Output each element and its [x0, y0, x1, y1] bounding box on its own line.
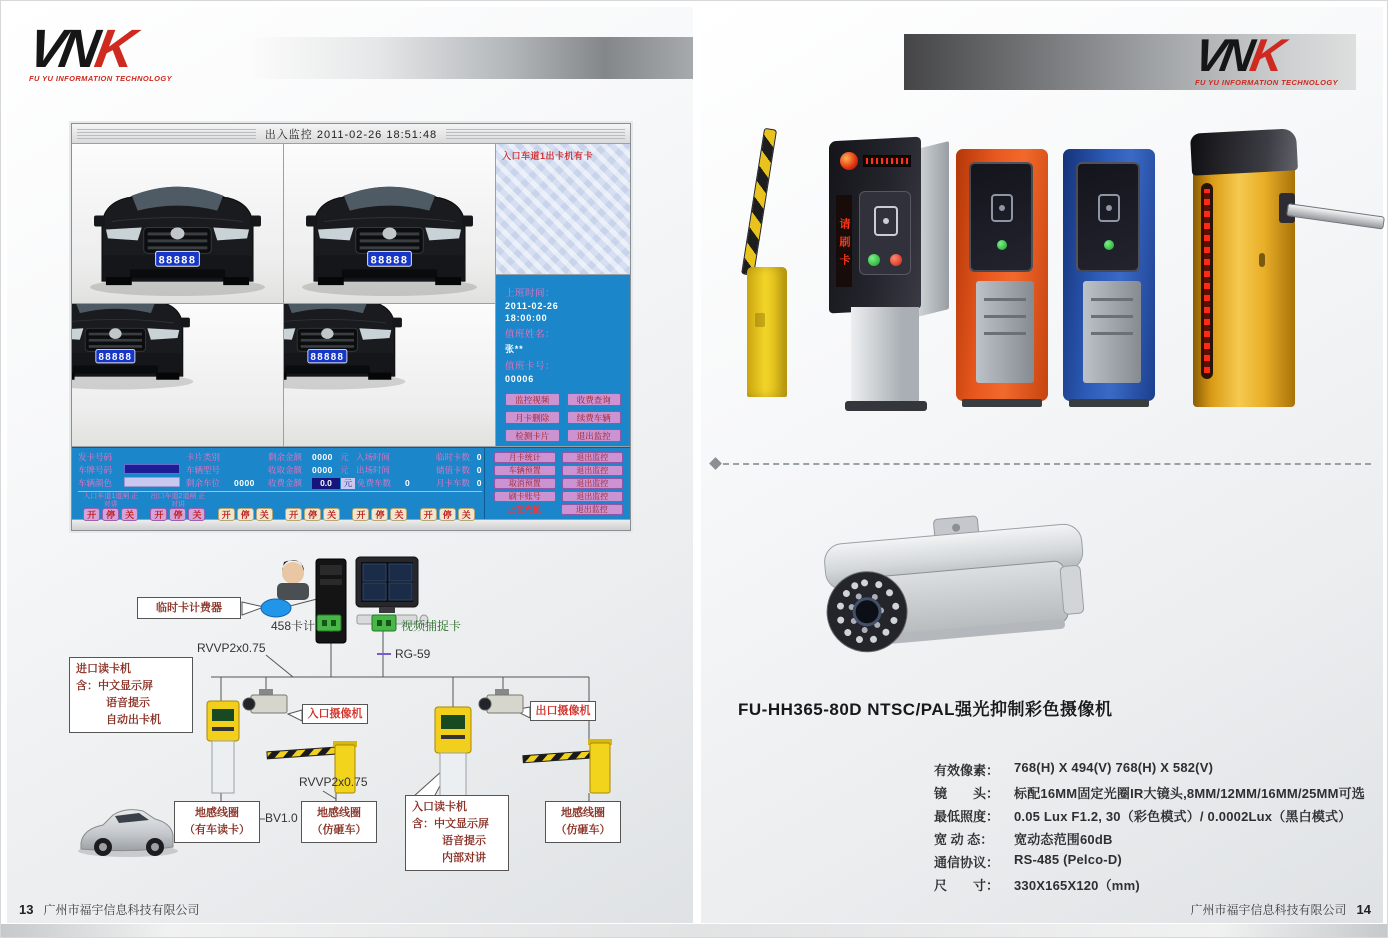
barrier-gate-head — [1190, 128, 1298, 175]
exit-camera-illustration — [479, 689, 523, 713]
lane-exit-label: 出口车道2道闸 正 对讲 — [150, 493, 206, 508]
company-name: 广州市福宇信息科技有限公司 — [43, 903, 200, 917]
barrier-led-strip — [1201, 183, 1213, 379]
bottom-gradient-band — [1, 924, 1387, 937]
gate-close-button[interactable]: 关 — [458, 508, 475, 521]
kiosk-base — [962, 399, 1042, 407]
temp-card-count-label: 临时卡数 — [435, 452, 470, 462]
gate-close-button[interactable]: 关 — [390, 508, 407, 521]
titlebar-ridge-right — [446, 128, 625, 139]
lane-status-panel — [496, 144, 630, 275]
exit-reader-machine-illustration — [435, 707, 471, 805]
duty-time-value: 18:00:00 — [505, 313, 548, 323]
yuan-unit: 元 — [340, 452, 349, 462]
contactless-card-icon — [874, 206, 898, 236]
dispenser-led-marquee — [863, 155, 911, 167]
fee-label: 收费金额 — [268, 478, 303, 488]
brand-mark — [1190, 29, 1342, 81]
app-title: 出入监控 2011-02-26 18:51:48 — [264, 128, 438, 141]
gate-open-button[interactable]: 开 — [150, 508, 167, 521]
page-number: 14 — [1356, 902, 1371, 917]
renew-vehicle-button[interactable]: 续费车辆 — [567, 411, 622, 424]
barrier-post-yellow — [747, 267, 787, 397]
footer-right — [1191, 901, 1371, 918]
dispenser-indicator-light — [840, 152, 858, 170]
brand-mark-red: K — [90, 19, 136, 79]
exit-time-label: 出场时间 — [356, 465, 391, 475]
page-14 — [701, 7, 1383, 923]
spec-row: 镜 头： 标配16MM固定光圈IR大镜头,8MM/12MM/16MM/25MM可选 — [934, 786, 1366, 801]
green-button — [997, 240, 1007, 250]
system-diagram — [61, 551, 647, 901]
page-number: 13 — [19, 902, 34, 917]
dispenser-pedestal — [851, 307, 919, 403]
control-area — [72, 447, 630, 519]
camera-illustration — [801, 512, 1111, 702]
plate-number-input[interactable] — [124, 464, 180, 474]
spec-row: 宽 动 态： 宽动态范围60dB — [934, 832, 1113, 847]
gate-close-button[interactable]: 关 — [121, 508, 138, 521]
panel-button-grid — [505, 393, 621, 442]
duty-name-label: 值班姓名： — [505, 329, 556, 340]
fee-query-button[interactable]: 收费查询 — [567, 393, 622, 406]
check-card-button[interactable]: 检测卡片 — [505, 429, 560, 442]
temp-card-meter-callout: 临时卡计费器 — [137, 597, 241, 619]
month-card-stats-button[interactable]: 月卡统计 — [494, 452, 556, 463]
operator-person-illustration — [277, 560, 309, 600]
header-gradient-bar-right — [904, 29, 1356, 90]
green-button — [1104, 240, 1114, 250]
app-sidebar — [496, 144, 630, 447]
lane-group-5 — [347, 493, 412, 521]
camera-product-figure — [801, 512, 1111, 702]
spec-row: 最低照度： 0.05 Lux F1.2, 30（彩色模式）/ 0.0002Lux（黑白模式） — [934, 809, 1352, 824]
dispenser-side-panel — [917, 141, 949, 317]
brand-mark-black: VN — [1190, 29, 1254, 81]
app-main — [72, 144, 630, 447]
dispenser-card-reader-panel — [859, 191, 911, 275]
gate-stop-button[interactable]: 停 — [102, 508, 119, 521]
exit-monitor-button[interactable]: 退出监控 — [562, 491, 624, 502]
ground-loop-anti-box-2: 地感线圈 （仿砸车） — [545, 801, 621, 843]
exit-monitor-button[interactable]: 退出监控 — [562, 478, 624, 489]
entry-ticket-machine-illustration — [207, 701, 239, 793]
gate-open-button[interactable]: 开 — [83, 508, 100, 521]
spec-row: 尺 寸： 330X165X120（mm) — [934, 878, 1140, 893]
suv-front-illustration-zoom — [284, 304, 495, 446]
monitoring-app-window — [71, 123, 631, 531]
bv-cable-label: BV1.0 — [265, 811, 298, 825]
free-space-value: 0000 — [234, 478, 255, 488]
exit-barrier-illustration — [523, 739, 612, 793]
balance-label: 剩余金额 — [268, 452, 303, 462]
duty-info-panel — [496, 275, 630, 446]
duty-date-value: 2011-02-26 — [505, 301, 559, 311]
exit-camera-callout: 出口摄像机 — [530, 701, 596, 721]
fee-unit-display: 元 — [341, 478, 355, 489]
header-gradient-bar-left — [254, 37, 693, 79]
balance-value: 0000 — [312, 452, 333, 462]
temp-card-count-value: 0 — [476, 452, 482, 462]
vehicle-model-label: 车辆型号 — [186, 465, 221, 475]
page-13 — [7, 7, 693, 923]
gate-open-button[interactable]: 开 — [218, 508, 235, 521]
plate-number-label: 车牌号码 — [78, 465, 113, 475]
side-action-column — [484, 448, 630, 519]
kiosk-base — [1069, 399, 1149, 407]
free-vehicle-count-value: 0 — [405, 478, 411, 488]
gate-stop-button[interactable]: 停 — [237, 508, 254, 521]
brand-logo — [1190, 29, 1338, 87]
video-cell-entry-wide — [72, 144, 284, 304]
card-type-label: 卡片类别 — [186, 452, 221, 462]
kiosk-reader-panel — [969, 162, 1033, 272]
spec-row: 有效像素： 768(H) X 494(V) 768(H) X 582(V) — [934, 760, 1214, 778]
gate-stop-button[interactable]: 停 — [439, 508, 456, 521]
vehicle-color-label: 车辆颜色 — [78, 478, 113, 488]
video-cell-entry-zoom — [72, 304, 284, 447]
gate-open-button[interactable]: 开 — [285, 508, 302, 521]
footer-left — [19, 901, 199, 918]
monitor-video-button[interactable]: 监控视频 — [505, 393, 560, 406]
stored-card-count-label: 储值卡数 — [435, 465, 470, 475]
gate-open-button[interactable]: 开 — [352, 508, 369, 521]
dispenser-base — [845, 401, 927, 411]
gate-stop-button[interactable]: 停 — [304, 508, 321, 521]
dispenser-led-side-text: 请刷卡 — [836, 195, 852, 287]
ground-loop-anti-box-1: 地感线圈 （仿砸车） — [301, 801, 377, 843]
card-number-label: 发卡号码 — [78, 452, 113, 462]
entry-reader-note-callout: 进口读卡机 含：中文显示屏 语音提示 自动出卡机 — [69, 657, 193, 733]
green-button — [868, 254, 880, 266]
rvvp-cable-label: RVVP2x0.75 — [197, 641, 266, 655]
gold-barrier-gate-product — [1193, 143, 1295, 407]
month-card-count-label: 月卡车数 — [435, 478, 470, 488]
suv-front-illustration-zoom — [72, 304, 283, 446]
free-space-label: 剩余车位 — [186, 478, 221, 488]
camera-product-title: FU-HH365-80D NTSC/PAL强光抑制彩色摄像机 — [738, 700, 1113, 719]
charge-label: 收取金额 — [268, 465, 303, 475]
blue-reader-kiosk-product — [1063, 149, 1155, 401]
vehicle-color-input[interactable] — [124, 477, 180, 487]
entry-reader-note-callout-2: 入口读卡机 含：中文显示屏 语音提示 内部对讲 — [405, 795, 509, 871]
rvvp-cable-label-bottom: RVVP2x0.75 — [299, 775, 368, 789]
ground-loop-read-box: 地感线圈 （有车读卡） — [174, 801, 260, 843]
suv-front-illustration — [72, 144, 283, 303]
gate-close-button[interactable]: 关 — [256, 508, 273, 521]
duty-card-label: 值班卡号： — [505, 361, 556, 372]
rg59-cable-label: RG-59 — [395, 647, 431, 661]
lane-gate-controls — [78, 493, 482, 521]
car-illustration — [78, 810, 178, 857]
lane-status-message: 入口车道1出卡机有卡 — [502, 151, 594, 161]
entry-time-label: 入场时间 — [356, 452, 391, 462]
duty-name-value: 张** — [505, 344, 524, 354]
gate-open-button[interactable]: 开 — [420, 508, 437, 521]
barrier-door-lock — [1259, 253, 1265, 267]
entry-camera-illustration — [243, 689, 287, 713]
suv-front-illustration — [284, 144, 495, 303]
brand-subtitle: FU YU INFORMATION TECHNOLOGY — [1194, 77, 1338, 87]
video-capture-card-label: 视频捕捉卡 — [401, 619, 462, 633]
brand-mark-red: K — [1246, 29, 1284, 81]
lane-group-entry — [78, 493, 143, 521]
status-fields — [72, 448, 484, 519]
gate-close-button[interactable]: 关 — [188, 508, 205, 521]
lane-entry-label: 入口车道1道闸 正 对讲 — [83, 493, 139, 508]
cancel-preset-button[interactable]: 取消预置 — [494, 478, 556, 489]
free-vehicle-count-label: 免费车数 — [357, 478, 392, 488]
duty-card-value: 00006 — [505, 374, 535, 384]
gate-close-button[interactable]: 关 — [323, 508, 340, 521]
exit-monitor-button[interactable]: 退出监控 — [567, 429, 622, 442]
field-row-3 — [78, 477, 482, 489]
ticket-dispenser-product — [829, 139, 953, 413]
lane-group-6 — [415, 493, 480, 521]
camera-spec-list — [934, 760, 1365, 898]
titlebar-ridge-left — [77, 128, 256, 139]
orange-reader-kiosk-product — [956, 149, 1048, 401]
brand-logo — [23, 19, 173, 84]
company-name: 广州市福宇信息科技有限公司 — [1190, 903, 1347, 917]
stored-card-count-value: 0 — [476, 465, 482, 475]
lane-group-4 — [280, 493, 345, 521]
fee-amount-display: 0.0 — [312, 478, 340, 489]
contactless-card-icon — [991, 194, 1013, 222]
swipe-account-button[interactable]: 刷卡账号 — [494, 491, 556, 502]
app-titlebar — [72, 124, 630, 144]
gate-stop-button[interactable]: 停 — [169, 508, 186, 521]
video-cell-exit-wide — [284, 144, 496, 304]
kiosk-column — [976, 281, 1034, 383]
color-input-wrap — [124, 474, 186, 492]
lane-group-exit — [145, 493, 210, 521]
spec-row: 通信协议： RS-485 (Pelco-D) — [934, 852, 1122, 870]
yuan-unit: 元 — [340, 465, 349, 475]
video-cell-exit-zoom — [284, 304, 496, 447]
recharge-status-text: 正在充值 — [507, 504, 542, 514]
exit-monitor-button[interactable]: 退出监控 — [562, 465, 624, 476]
brand-subtitle: FU YU INFORMATION TECHNOLOGY — [29, 74, 173, 84]
charge-value: 0000 — [312, 465, 333, 475]
duty-time-label: 上班时间： — [505, 288, 556, 299]
exit-monitor-button[interactable]: 退出监控 — [561, 504, 624, 515]
barrier-arm-striped — [741, 128, 777, 276]
video-grid — [72, 144, 496, 447]
card-458-label: 458卡计 — [271, 619, 316, 633]
barrier-arm-steel — [1286, 203, 1385, 230]
month-card-count-value: 0 — [476, 478, 482, 488]
lane-group-3 — [213, 493, 278, 521]
dashed-divider — [713, 463, 1371, 465]
brand-mark-black: VN — [23, 19, 100, 79]
gate-stop-button[interactable]: 停 — [371, 508, 388, 521]
temp-card-meter-node — [261, 599, 291, 617]
kiosk-column — [1083, 281, 1141, 383]
red-button — [890, 254, 902, 266]
kiosk-reader-panel — [1076, 162, 1140, 272]
vehicle-preset-button[interactable]: 车辆预置 — [494, 465, 556, 476]
callout-pointer — [288, 710, 302, 721]
contactless-card-icon — [1098, 194, 1120, 222]
exit-monitor-button[interactable]: 退出监控 — [562, 452, 624, 463]
month-card-delete-button[interactable]: 月卡删除 — [505, 411, 560, 424]
entry-camera-callout: 入口摄像机 — [302, 704, 368, 724]
